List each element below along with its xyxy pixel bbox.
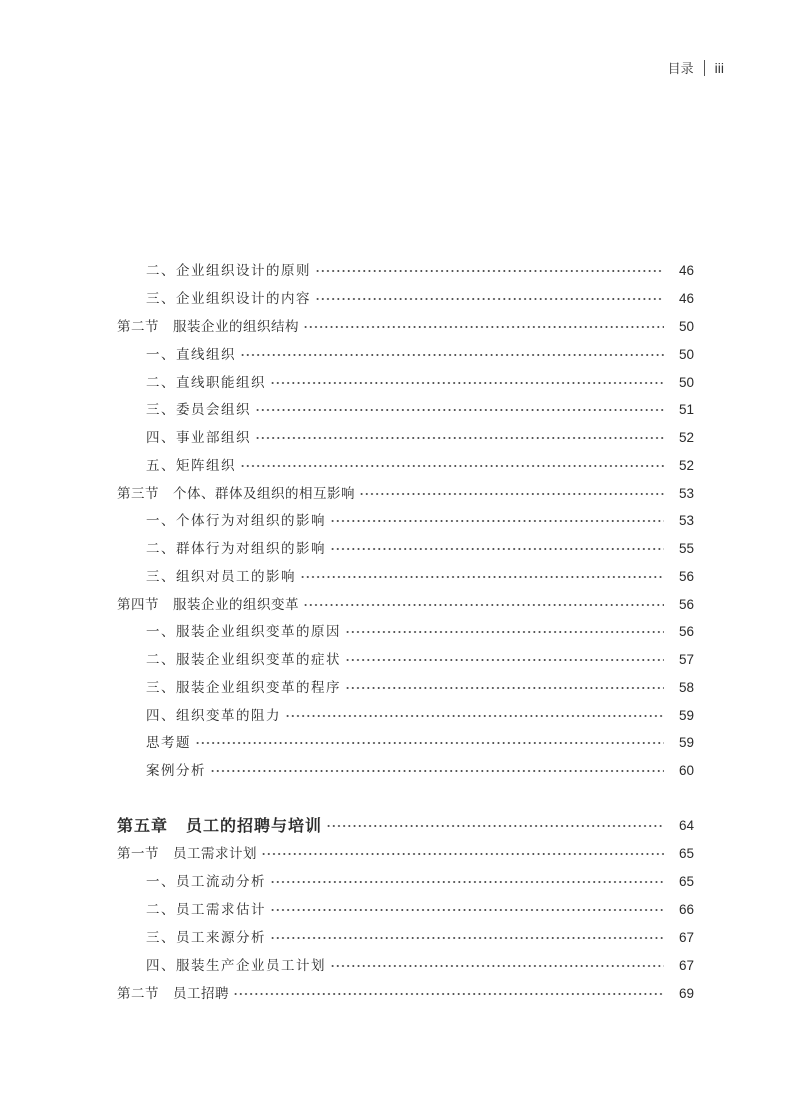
toc-entry-text: 五、矩阵组织 <box>146 458 236 474</box>
toc-entry-title <box>146 568 300 586</box>
toc-entry-chapter <box>117 813 694 835</box>
dot-leader <box>330 961 664 971</box>
toc-entry-title <box>146 623 345 641</box>
toc-entry-number: 第二节 <box>117 986 159 1002</box>
toc-entry-title <box>146 873 270 891</box>
dot-leader <box>255 405 664 415</box>
toc-entry-page-number: 65 <box>678 874 694 889</box>
dot-leader <box>255 433 664 443</box>
toc-entry-item <box>146 564 694 586</box>
dot-leader <box>359 489 664 499</box>
dot-leader <box>326 821 664 831</box>
toc-entry-section <box>117 981 694 1003</box>
toc-entry-title <box>146 290 315 308</box>
toc-entry-page-number: 65 <box>678 846 694 861</box>
toc-entry-page-number: 66 <box>678 902 694 917</box>
toc-entry-item <box>146 258 694 280</box>
toc-entry-title <box>117 596 303 614</box>
toc-entry-title <box>146 762 210 780</box>
toc-entry-page-number: 57 <box>678 652 694 667</box>
toc-entry-text: 一、直线组织 <box>146 347 236 363</box>
dot-leader <box>261 849 664 859</box>
toc-entry-title <box>146 374 270 392</box>
toc-entry-title <box>117 485 359 503</box>
toc-entry-title <box>146 512 330 530</box>
toc-entry-title <box>117 318 303 336</box>
toc-entry-page-number: 52 <box>678 458 694 473</box>
toc-entry-title <box>146 429 255 447</box>
toc-entry-text: 四、服装生产企业员工计划 <box>146 958 326 974</box>
dot-leader <box>345 627 664 637</box>
toc-entry-text: 三、员工来源分析 <box>146 930 266 946</box>
toc-entry-title <box>146 929 270 947</box>
toc-entry-title <box>146 734 195 752</box>
running-header <box>668 58 724 77</box>
toc-entry-title <box>146 679 345 697</box>
toc-entry-item <box>146 730 694 752</box>
toc-entry-number: 第一节 <box>117 846 159 862</box>
toc-entry-text: 三、组织对员工的影响 <box>146 569 296 585</box>
toc-entry-page-number: 64 <box>678 818 694 833</box>
toc-entry-text: 服装企业的组织变革 <box>173 597 299 613</box>
toc-entry-page-number: 50 <box>678 319 694 334</box>
toc-entry-item <box>146 619 694 641</box>
dot-leader <box>300 572 664 582</box>
toc-entry-number: 第二节 <box>117 319 159 335</box>
toc-entry-text: 员工需求计划 <box>173 846 257 862</box>
toc-entry-text: 一、服装企业组织变革的原因 <box>146 624 341 640</box>
dot-leader <box>315 294 664 304</box>
toc-entry-page-number: 59 <box>678 735 694 750</box>
toc-entry-text: 员工招聘 <box>173 986 229 1002</box>
toc-entry-text: 二、企业组织设计的原则 <box>146 263 311 279</box>
toc-entry-item <box>146 425 694 447</box>
dot-leader <box>303 600 664 610</box>
toc-entry-text: 思考题 <box>146 735 191 751</box>
toc-entry-title <box>146 540 330 558</box>
dot-leader <box>210 766 664 776</box>
toc-entry-page-number: 53 <box>678 486 694 501</box>
toc-entry-item <box>146 397 694 419</box>
toc-entry-text: 一、个体行为对组织的影响 <box>146 513 326 529</box>
toc-entry-title <box>117 845 261 863</box>
toc-entry-item <box>146 370 694 392</box>
toc-entry-item <box>146 703 694 725</box>
toc-entry-item <box>146 453 694 475</box>
dot-leader <box>285 711 664 721</box>
toc-entry-text: 员工的招聘与培训 <box>186 816 323 835</box>
toc-entry-page-number: 46 <box>678 291 694 306</box>
dot-leader <box>270 905 664 915</box>
dot-leader <box>330 516 664 526</box>
toc-entry-section <box>117 314 694 336</box>
dot-leader <box>240 461 664 471</box>
toc-entry-text: 个体、群体及组织的相互影响 <box>173 486 355 502</box>
toc-entry-title <box>146 401 255 419</box>
dot-leader <box>270 877 664 887</box>
toc-entry-page-number: 59 <box>678 708 694 723</box>
toc-entry-item <box>146 508 694 530</box>
toc-entry-text: 二、员工需求估计 <box>146 902 266 918</box>
toc-entry-page-number: 50 <box>678 375 694 390</box>
dot-leader <box>330 544 664 554</box>
toc-entry-text: 四、事业部组织 <box>146 430 251 446</box>
toc-entry-text: 二、群体行为对组织的影响 <box>146 541 326 557</box>
toc-entry-item <box>146 953 694 975</box>
toc-entry-title <box>146 346 240 364</box>
toc-entry-page-number: 56 <box>678 624 694 639</box>
toc-entry-page-number: 60 <box>678 763 694 778</box>
toc-entry-page-number: 56 <box>678 597 694 612</box>
dot-leader <box>345 683 664 693</box>
toc-entry-page-number: 67 <box>678 958 694 973</box>
header-divider <box>704 60 705 76</box>
toc-entry-page-number: 50 <box>678 347 694 362</box>
header-section-title: 目录 <box>667 62 694 77</box>
toc-entry-text: 三、委员会组织 <box>146 402 251 418</box>
toc-entry-page-number: 52 <box>678 430 694 445</box>
toc-entry-page-number: 69 <box>678 986 694 1001</box>
toc-entry-text: 二、直线职能组织 <box>146 375 266 391</box>
toc-entry-text: 三、服装企业组织变革的程序 <box>146 680 341 696</box>
toc-entry-title <box>146 262 315 280</box>
toc-entry-text: 三、企业组织设计的内容 <box>146 291 311 307</box>
dot-leader <box>315 266 664 276</box>
toc-entry-text: 一、员工流动分析 <box>146 874 266 890</box>
toc-entry-title <box>117 817 326 835</box>
toc-entry-page-number: 67 <box>678 930 694 945</box>
toc-entry-page-number: 46 <box>678 263 694 278</box>
toc-entry-item <box>146 925 694 947</box>
toc-entry-section <box>117 841 694 863</box>
dot-leader <box>303 322 664 332</box>
toc-entry-text: 四、组织变革的阻力 <box>146 708 281 724</box>
header-page-number: iii <box>714 59 724 76</box>
toc-entry-section <box>117 592 694 614</box>
dot-leader <box>270 378 664 388</box>
toc-entry-item <box>146 342 694 364</box>
toc-entry-item <box>146 675 694 697</box>
toc-entry-item <box>146 647 694 669</box>
toc-entry-title <box>146 651 345 669</box>
toc-entry-title <box>146 957 330 975</box>
toc-entry-number: 第四节 <box>117 597 159 613</box>
toc-entry-number: 第五章 <box>117 816 169 835</box>
toc-entry-title <box>117 985 233 1003</box>
toc-entry-section <box>117 481 694 503</box>
toc-entry-item <box>146 758 694 780</box>
toc-entry-item <box>146 536 694 558</box>
dot-leader <box>233 989 664 999</box>
toc-entry-page-number: 55 <box>678 541 694 556</box>
toc-entry-text: 服装企业的组织结构 <box>173 319 299 335</box>
toc-entry-title <box>146 707 285 725</box>
toc-entry-text: 二、服装企业组织变革的症状 <box>146 652 341 668</box>
toc-entry-page-number: 58 <box>678 680 694 695</box>
toc-entry-number: 第三节 <box>117 486 159 502</box>
toc-entry-title <box>146 901 270 919</box>
toc-entry-item <box>146 897 694 919</box>
toc-entry-page-number: 56 <box>678 569 694 584</box>
dot-leader <box>270 933 664 943</box>
dot-leader <box>345 655 664 665</box>
toc-entry-text: 案例分析 <box>146 763 206 779</box>
toc-entry-page-number: 51 <box>678 402 694 417</box>
toc-entry-page-number: 53 <box>678 513 694 528</box>
toc-entry-item <box>146 869 694 891</box>
toc-entry-item <box>146 286 694 308</box>
dot-leader <box>240 350 664 360</box>
toc-entry-title <box>146 457 240 475</box>
dot-leader <box>195 738 664 748</box>
